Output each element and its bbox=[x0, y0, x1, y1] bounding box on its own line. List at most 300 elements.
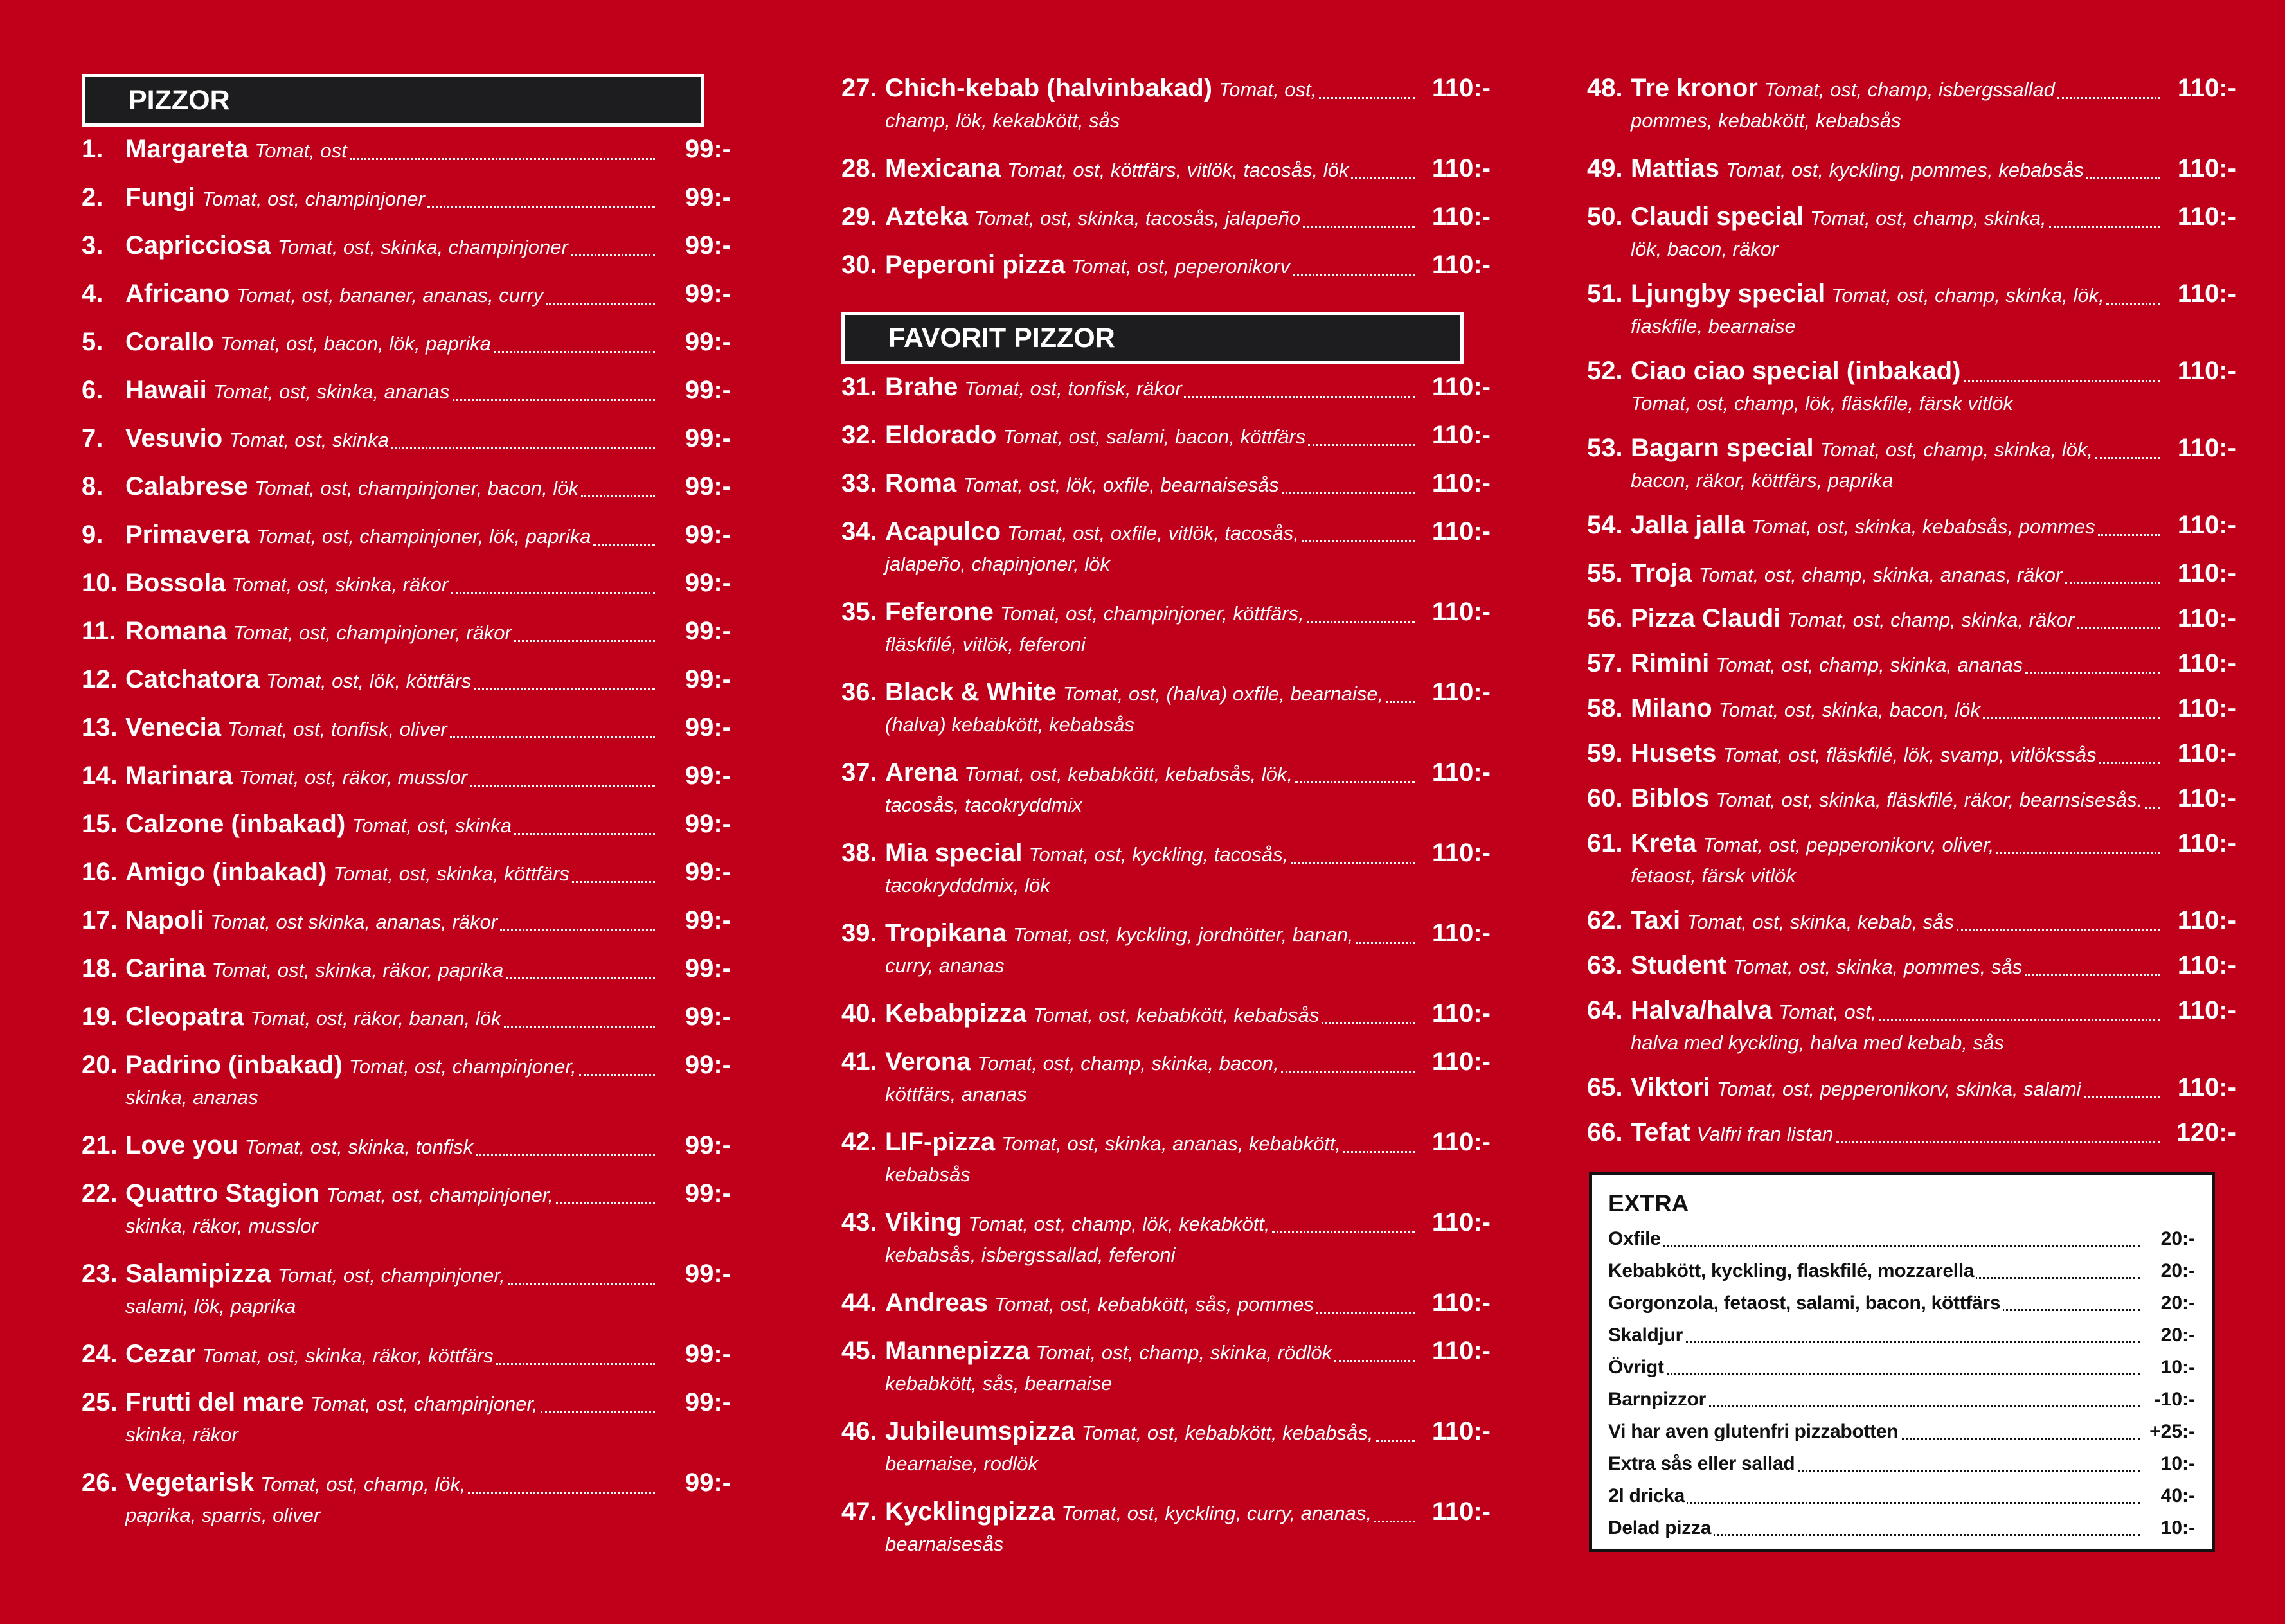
item-name: Eldorado bbox=[885, 421, 997, 449]
item-name: Pizza Claudi bbox=[1631, 604, 1781, 632]
extra-label: Barnpizzor bbox=[1608, 1387, 1708, 1413]
menu-item bbox=[841, 418, 1491, 452]
item-text bbox=[125, 469, 655, 504]
item-description: Tomat, ost, kebabkött, kebabsås, lök, bbox=[964, 763, 1293, 785]
item-number: 53. bbox=[1587, 434, 1623, 462]
menu-item-line bbox=[1587, 508, 2236, 542]
menu-item bbox=[841, 675, 1491, 740]
dotted-leader bbox=[2099, 760, 2160, 764]
menu-item bbox=[1587, 1070, 2236, 1105]
menu-item-line bbox=[82, 325, 731, 359]
item-description-continued: salami, lök, paprika bbox=[125, 1295, 296, 1317]
item-name: Tre kronor bbox=[1631, 74, 1758, 102]
item-name: Marinara bbox=[125, 762, 233, 790]
item-number: 14. bbox=[82, 762, 118, 790]
item-text bbox=[885, 151, 1415, 186]
menu-item bbox=[82, 951, 731, 986]
item-price: 120:- bbox=[2176, 1118, 2236, 1147]
item-price: 99:- bbox=[685, 1131, 731, 1159]
item-name: Primavera bbox=[125, 521, 250, 549]
item-name: Kycklingpizza bbox=[885, 1497, 1055, 1526]
menu-item-line bbox=[82, 1048, 731, 1082]
item-price: 99:- bbox=[685, 183, 731, 211]
menu-item bbox=[841, 151, 1491, 186]
item-description: Tomat, ost, bananer, ananas, curry bbox=[236, 284, 544, 307]
item-text bbox=[885, 1285, 1415, 1320]
item-text bbox=[1631, 1070, 2160, 1105]
item-name: LIF-pizza bbox=[885, 1128, 996, 1156]
item-text bbox=[1631, 431, 2160, 465]
menu-item bbox=[82, 1176, 731, 1242]
menu-item bbox=[82, 421, 731, 456]
item-price: 110:- bbox=[1431, 1128, 1491, 1156]
item-description: Tomat, ost, kyckling, curry, ananas, bbox=[1061, 1502, 1372, 1524]
item-number: 65. bbox=[1587, 1073, 1623, 1102]
item-price: 99:- bbox=[685, 1051, 731, 1079]
item-name: Amigo (inbakad) bbox=[125, 858, 327, 886]
menu-item-line bbox=[82, 1465, 731, 1500]
menu-item-line bbox=[841, 755, 1491, 790]
item-description: Tomat, ost, (halva) oxfile, bearnaise, bbox=[1062, 683, 1384, 705]
item-text bbox=[1631, 691, 2160, 726]
menu-item-line bbox=[82, 228, 731, 263]
menu-item bbox=[82, 614, 731, 648]
item-description: Tomat, ost skinka, ananas, räkor bbox=[210, 911, 498, 933]
menu-item bbox=[841, 199, 1491, 234]
menu-item bbox=[1587, 903, 2236, 938]
item-description: Tomat, ost, champ, skinka, ananas bbox=[1716, 654, 2023, 676]
item-price: 110:- bbox=[1431, 517, 1491, 546]
menu-item-line bbox=[82, 180, 731, 215]
item-number: 29. bbox=[841, 202, 877, 231]
item-price: 99:- bbox=[685, 231, 731, 260]
item-description: Tomat, ost, champinjoner, bacon, lök bbox=[255, 477, 578, 499]
item-description-continued: paprika, sparris, oliver bbox=[125, 1504, 321, 1526]
item-description: Tomat, ost, kebabkött, kebabsås bbox=[1033, 1004, 1320, 1026]
item-number: 36. bbox=[841, 678, 877, 706]
menu-item-line bbox=[1587, 431, 2236, 465]
item-price: 110:- bbox=[2177, 739, 2236, 767]
extra-label: Delad pizza bbox=[1608, 1515, 1714, 1541]
menu-item bbox=[82, 662, 731, 697]
menu-item bbox=[1587, 431, 2236, 496]
item-description: Tomat, ost, champ, skinka, ananas, räkor bbox=[1698, 564, 2063, 586]
item-name: Troja bbox=[1631, 559, 1692, 587]
item-number: 20. bbox=[82, 1051, 118, 1079]
item-description: Tomat, ost, champinjoner, lök, paprika bbox=[256, 525, 591, 548]
item-name: Viktori bbox=[1631, 1073, 1710, 1102]
item-price: 99:- bbox=[685, 328, 731, 356]
item-text bbox=[125, 373, 655, 407]
item-number: 63. bbox=[1587, 951, 1623, 979]
item-name: Calabrese bbox=[125, 472, 249, 501]
dotted-leader bbox=[1302, 538, 1415, 542]
item-name: Tropikana bbox=[885, 919, 1007, 947]
item-price: 110:- bbox=[1431, 1048, 1491, 1076]
dotted-leader bbox=[2049, 223, 2160, 228]
item-number: 56. bbox=[1587, 604, 1623, 632]
item-text bbox=[125, 951, 655, 986]
menu-item-line bbox=[82, 903, 731, 938]
item-name: Corallo bbox=[125, 328, 214, 356]
item-description: Tomat, ost, kebabkött, kebabsås, bbox=[1081, 1422, 1374, 1444]
item-text bbox=[1631, 151, 2160, 186]
menu-item bbox=[841, 996, 1491, 1031]
item-price: 110:- bbox=[2177, 784, 2236, 812]
item-price: 110:- bbox=[1431, 999, 1491, 1028]
item-price: 99:- bbox=[685, 521, 731, 549]
menu-item-line bbox=[841, 996, 1491, 1031]
item-price: 99:- bbox=[685, 1179, 731, 1208]
dotted-leader bbox=[1376, 1438, 1415, 1442]
extra-label: Övrigt bbox=[1608, 1355, 1667, 1380]
item-name: Claudi special bbox=[1631, 202, 1804, 231]
dotted-leader bbox=[2106, 300, 2160, 305]
item-description-continued: fetaost, färsk vitlök bbox=[1631, 864, 1796, 887]
item-text bbox=[125, 614, 655, 648]
item-text bbox=[885, 466, 1415, 501]
item-name: Husets bbox=[1631, 739, 1717, 767]
item-number: 61. bbox=[1587, 829, 1623, 857]
item-description: Tomat, ost, räkor, musslor bbox=[238, 766, 468, 789]
item-number: 21. bbox=[82, 1131, 118, 1159]
item-description: Tomat, ost, skinka bbox=[352, 814, 512, 837]
item-name: Romana bbox=[125, 617, 227, 645]
menu-item-line bbox=[841, 466, 1491, 501]
extra-label: Kebabkött, kyckling, flaskfilé, mozzarella bbox=[1608, 1258, 1976, 1284]
item-text bbox=[125, 807, 655, 841]
dotted-leader bbox=[2025, 972, 2160, 976]
section-header-pizzor: PIZZOR bbox=[82, 74, 704, 127]
item-description: Tomat, ost, champ, lök, bbox=[260, 1473, 466, 1495]
item-number: 25. bbox=[82, 1388, 118, 1416]
item-text bbox=[885, 247, 1415, 282]
menu-item-line bbox=[1587, 1070, 2236, 1105]
item-description: Tomat, ost, oxfile, vitlök, tacosås, bbox=[1007, 522, 1299, 544]
dotted-leader bbox=[1983, 715, 2160, 719]
item-number: 13. bbox=[82, 713, 118, 742]
item-price: 110:- bbox=[2177, 604, 2236, 632]
menu-item bbox=[841, 370, 1491, 404]
item-name: Carina bbox=[125, 954, 206, 983]
dotted-leader bbox=[2145, 805, 2160, 809]
item-name: Acapulco bbox=[885, 517, 1001, 546]
item-price: 99:- bbox=[685, 1260, 731, 1288]
item-name: Kreta bbox=[1631, 829, 1697, 857]
dotted-leader bbox=[2077, 625, 2160, 629]
item-description: Tomat, ost, champ, isbergssallad bbox=[1764, 78, 2055, 101]
item-description: Tomat, ost, skinka, räkor, paprika bbox=[211, 959, 504, 981]
extra-label: Gorgonzola, fetaost, salami, bacon, köttfärs bbox=[1608, 1290, 2003, 1316]
item-price: 110:- bbox=[2177, 951, 2236, 979]
item-price: 110:- bbox=[1431, 74, 1491, 102]
item-text bbox=[885, 1414, 1415, 1449]
item-description: Tomat, ost, räkor, banan, lök bbox=[250, 1007, 501, 1030]
menu-item bbox=[841, 247, 1491, 282]
menu-item-line bbox=[841, 1285, 1491, 1320]
item-description-continued: Tomat, ost, champ, lök, fläskfile, färsk vitlök bbox=[1631, 392, 2013, 415]
menu-item bbox=[1587, 691, 2236, 726]
item-name: Cezar bbox=[125, 1340, 195, 1368]
item-description: Tomat, ost, champinjoner, bbox=[326, 1184, 554, 1206]
item-price: 110:- bbox=[2177, 357, 2236, 385]
item-description: Tomat, ost, skinka, räkor bbox=[231, 573, 449, 596]
item-name: Bossola bbox=[125, 569, 226, 597]
dotted-leader bbox=[579, 1071, 655, 1076]
item-description: Tomat, ost, champ, skinka, räkor bbox=[1787, 609, 2075, 631]
extra-row bbox=[1608, 1254, 2195, 1287]
item-text bbox=[1631, 646, 2160, 681]
item-text bbox=[125, 228, 655, 263]
item-description: Tomat, ost, champ, skinka, bbox=[1809, 207, 2047, 229]
item-name: Black & White bbox=[885, 678, 1057, 706]
menu-item-line bbox=[841, 418, 1491, 452]
menu-item bbox=[841, 1285, 1491, 1320]
item-price: 110:- bbox=[2177, 434, 2236, 462]
item-number: 58. bbox=[1587, 694, 1623, 722]
dotted-leader bbox=[470, 782, 655, 787]
item-number: 28. bbox=[841, 154, 877, 183]
item-name: Catchatora bbox=[125, 665, 260, 693]
item-description: Tomat, ost, champ, skinka, bacon, bbox=[977, 1052, 1279, 1075]
item-description-continued: (halva) kebabkött, kebabsås bbox=[885, 713, 1134, 736]
item-price: 110:- bbox=[1431, 1417, 1491, 1445]
item-name: Fungi bbox=[125, 183, 195, 211]
dotted-leader bbox=[581, 493, 655, 497]
extra-label: Skaldjur bbox=[1608, 1323, 1685, 1348]
item-number: 41. bbox=[841, 1048, 877, 1076]
item-text bbox=[885, 1044, 1415, 1079]
dotted-leader bbox=[571, 252, 655, 256]
menu-item-line bbox=[1587, 948, 2236, 983]
item-name: Halva/halva bbox=[1631, 996, 1773, 1024]
dotted-leader bbox=[1879, 1017, 2160, 1021]
item-number: 1. bbox=[82, 135, 103, 163]
dotted-leader bbox=[514, 638, 655, 642]
item-number: 7. bbox=[82, 424, 103, 452]
item-number: 52. bbox=[1587, 357, 1623, 385]
menu-item bbox=[1587, 71, 2236, 136]
item-number: 48. bbox=[1587, 74, 1623, 102]
dotted-leader bbox=[476, 1152, 655, 1156]
item-price: 99:- bbox=[685, 1388, 731, 1416]
item-description: Tomat, ost, lök, köttfärs bbox=[265, 670, 472, 692]
dotted-leader bbox=[427, 204, 655, 208]
item-description: Tomat, ost, köttfärs, vitlök, tacosås, lök bbox=[1007, 159, 1349, 181]
menu-item-line bbox=[841, 514, 1491, 549]
item-price: 99:- bbox=[685, 1003, 731, 1031]
item-text bbox=[885, 675, 1415, 709]
item-number: 4. bbox=[82, 280, 103, 308]
menu-item-line bbox=[841, 1205, 1491, 1240]
menu-item-line bbox=[1587, 276, 2236, 311]
extra-row bbox=[1608, 1383, 2195, 1415]
menu-item-line bbox=[82, 469, 731, 504]
menu-item bbox=[82, 228, 731, 263]
item-description-continued: halva med kyckling, halva med kebab, sås bbox=[1631, 1031, 2004, 1054]
item-name: Feferone bbox=[885, 598, 994, 626]
extra-price: 20:- bbox=[2158, 1323, 2195, 1348]
menu-item-line bbox=[841, 675, 1491, 709]
menu-item-line bbox=[82, 951, 731, 986]
menu-item bbox=[1587, 646, 2236, 681]
menu-item bbox=[1587, 199, 2236, 265]
item-description: Tomat, ost, skinka, köttfärs bbox=[333, 862, 569, 885]
menu-item-line bbox=[82, 1256, 731, 1291]
item-number: 17. bbox=[82, 906, 118, 934]
item-text bbox=[125, 276, 655, 311]
item-price: 99:- bbox=[685, 617, 731, 645]
item-price: 110:- bbox=[2177, 649, 2236, 677]
menu-item-line bbox=[841, 370, 1491, 404]
menu-item-line bbox=[82, 421, 731, 456]
extra-price: 20:- bbox=[2158, 1258, 2195, 1284]
item-text bbox=[885, 199, 1415, 234]
item-name: Vesuvio bbox=[125, 424, 223, 452]
item-number: 19. bbox=[82, 1003, 118, 1031]
menu-item-line bbox=[1587, 646, 2236, 681]
item-number: 30. bbox=[841, 251, 877, 279]
item-price: 99:- bbox=[685, 906, 731, 934]
item-price: 99:- bbox=[685, 569, 731, 597]
menu-item-line bbox=[82, 132, 731, 166]
extra-label: Extra sås eller sallad bbox=[1608, 1451, 1797, 1477]
item-description-continued: kebabsås bbox=[885, 1163, 971, 1186]
item-description: Tomat, ost, salami, bacon, köttfärs bbox=[1003, 425, 1306, 448]
item-description-continued: fläskfilé, vitlök, feferoni bbox=[885, 633, 1086, 656]
item-text bbox=[1631, 1115, 2160, 1150]
dotted-leader bbox=[468, 1489, 655, 1494]
item-text bbox=[125, 1465, 655, 1500]
menu-item-line bbox=[1587, 199, 2236, 234]
menu-item bbox=[1587, 826, 2236, 891]
item-name: Tefat bbox=[1631, 1118, 1690, 1147]
item-number: 45. bbox=[841, 1337, 877, 1365]
menu-item-line bbox=[841, 1494, 1491, 1529]
item-number: 64. bbox=[1587, 996, 1623, 1024]
menu-item bbox=[841, 594, 1491, 660]
menu-item bbox=[841, 1334, 1491, 1399]
menu-item bbox=[1587, 353, 2236, 419]
dotted-leader bbox=[541, 1409, 655, 1413]
item-description-continued: lök, bacon, räkor bbox=[1631, 238, 1779, 260]
extra-row bbox=[1608, 1512, 2195, 1544]
menu-item-line bbox=[841, 1125, 1491, 1159]
item-text bbox=[885, 370, 1415, 404]
dotted-leader bbox=[350, 156, 655, 160]
item-number: 59. bbox=[1587, 739, 1623, 767]
menu-item bbox=[1587, 151, 2236, 186]
item-description: Tomat, ost, champ, skinka, rödlök bbox=[1035, 1341, 1332, 1364]
dotted-leader bbox=[1608, 1373, 2140, 1375]
item-price: 110:- bbox=[2177, 280, 2236, 308]
item-text bbox=[885, 916, 1415, 950]
extra-price: 40:- bbox=[2158, 1483, 2195, 1509]
menu-item-line bbox=[82, 855, 731, 889]
menu-item-line bbox=[1587, 353, 2236, 388]
item-text bbox=[885, 755, 1415, 790]
item-description-continued: skinka, räkor, musslor bbox=[125, 1215, 318, 1237]
menu-item-line bbox=[82, 807, 731, 841]
item-name: Vegetarisk bbox=[125, 1468, 255, 1497]
extra-row bbox=[1608, 1479, 2195, 1512]
item-text bbox=[125, 999, 655, 1034]
menu-item bbox=[1587, 276, 2236, 342]
item-name: Azteka bbox=[885, 202, 968, 231]
item-name: Taxi bbox=[1631, 906, 1681, 934]
menu-item-line bbox=[82, 1128, 731, 1163]
item-description: Tomat, ost bbox=[255, 139, 347, 162]
item-number: 39. bbox=[841, 919, 877, 947]
menu-item-line bbox=[1587, 903, 2236, 938]
item-number: 32. bbox=[841, 421, 877, 449]
dotted-leader bbox=[2084, 1094, 2160, 1098]
dotted-leader bbox=[1303, 223, 1415, 228]
extra-price: +25:- bbox=[2147, 1419, 2195, 1445]
item-price: 110:- bbox=[2177, 1073, 2236, 1102]
dotted-leader bbox=[504, 1023, 655, 1028]
item-price: 110:- bbox=[2177, 74, 2236, 102]
dotted-leader bbox=[506, 975, 655, 979]
item-number: 54. bbox=[1587, 511, 1623, 539]
item-price: 110:- bbox=[2177, 694, 2236, 722]
menu-item bbox=[1587, 781, 2236, 816]
dotted-leader bbox=[1291, 859, 1415, 864]
dotted-leader bbox=[1319, 94, 1415, 99]
item-price: 99:- bbox=[685, 665, 731, 693]
item-description: Tomat, ost, champinjoner bbox=[201, 188, 425, 210]
extra-list bbox=[1608, 1222, 2195, 1544]
menu-item bbox=[82, 469, 731, 504]
item-description-continued: fiaskfile, bearnaise bbox=[1631, 315, 1796, 337]
item-price: 110:- bbox=[1431, 598, 1491, 626]
item-price: 110:- bbox=[1431, 678, 1491, 706]
menu-item-line bbox=[1587, 1115, 2236, 1150]
extra-row bbox=[1608, 1415, 2195, 1447]
item-price: 110:- bbox=[1431, 421, 1491, 449]
item-number: 9. bbox=[82, 521, 103, 549]
item-number: 23. bbox=[82, 1260, 118, 1288]
menu-item-line bbox=[82, 373, 731, 407]
item-description: Tomat, ost, skinka, fläskfilé, räkor, bearnsisesås. bbox=[1716, 789, 2143, 811]
menu-item-line bbox=[1587, 601, 2236, 636]
item-name: Calzone (inbakad) bbox=[125, 810, 346, 838]
dotted-leader bbox=[1996, 850, 2160, 854]
item-name: Jalla jalla bbox=[1631, 511, 1745, 539]
item-name: Jubileumspizza bbox=[885, 1417, 1075, 1445]
item-price: 110:- bbox=[1431, 1289, 1491, 1317]
item-name: Cleopatra bbox=[125, 1003, 244, 1031]
dotted-leader bbox=[2086, 175, 2160, 179]
dotted-leader bbox=[1295, 779, 1415, 783]
dotted-leader bbox=[546, 300, 655, 305]
item-number: 33. bbox=[841, 469, 877, 497]
item-number: 57. bbox=[1587, 649, 1623, 677]
menu-item bbox=[82, 325, 731, 359]
dotted-leader bbox=[500, 927, 655, 931]
item-description: Tomat, ost, skinka, pommes, sås bbox=[1732, 956, 2023, 978]
item-price: 99:- bbox=[685, 1468, 731, 1497]
item-description: Tomat, ost, kebabkött, sås, pommes bbox=[994, 1293, 1314, 1316]
dotted-leader bbox=[1272, 1229, 1415, 1233]
item-text bbox=[885, 996, 1415, 1031]
menu-item-line bbox=[1587, 151, 2236, 186]
extra-row bbox=[1608, 1351, 2195, 1383]
extra-title: EXTRA bbox=[1608, 1190, 1689, 1217]
item-description-continued: bacon, räkor, köttfärs, paprika bbox=[1631, 469, 1894, 492]
menu-item bbox=[841, 755, 1491, 821]
dotted-leader bbox=[2095, 454, 2160, 459]
